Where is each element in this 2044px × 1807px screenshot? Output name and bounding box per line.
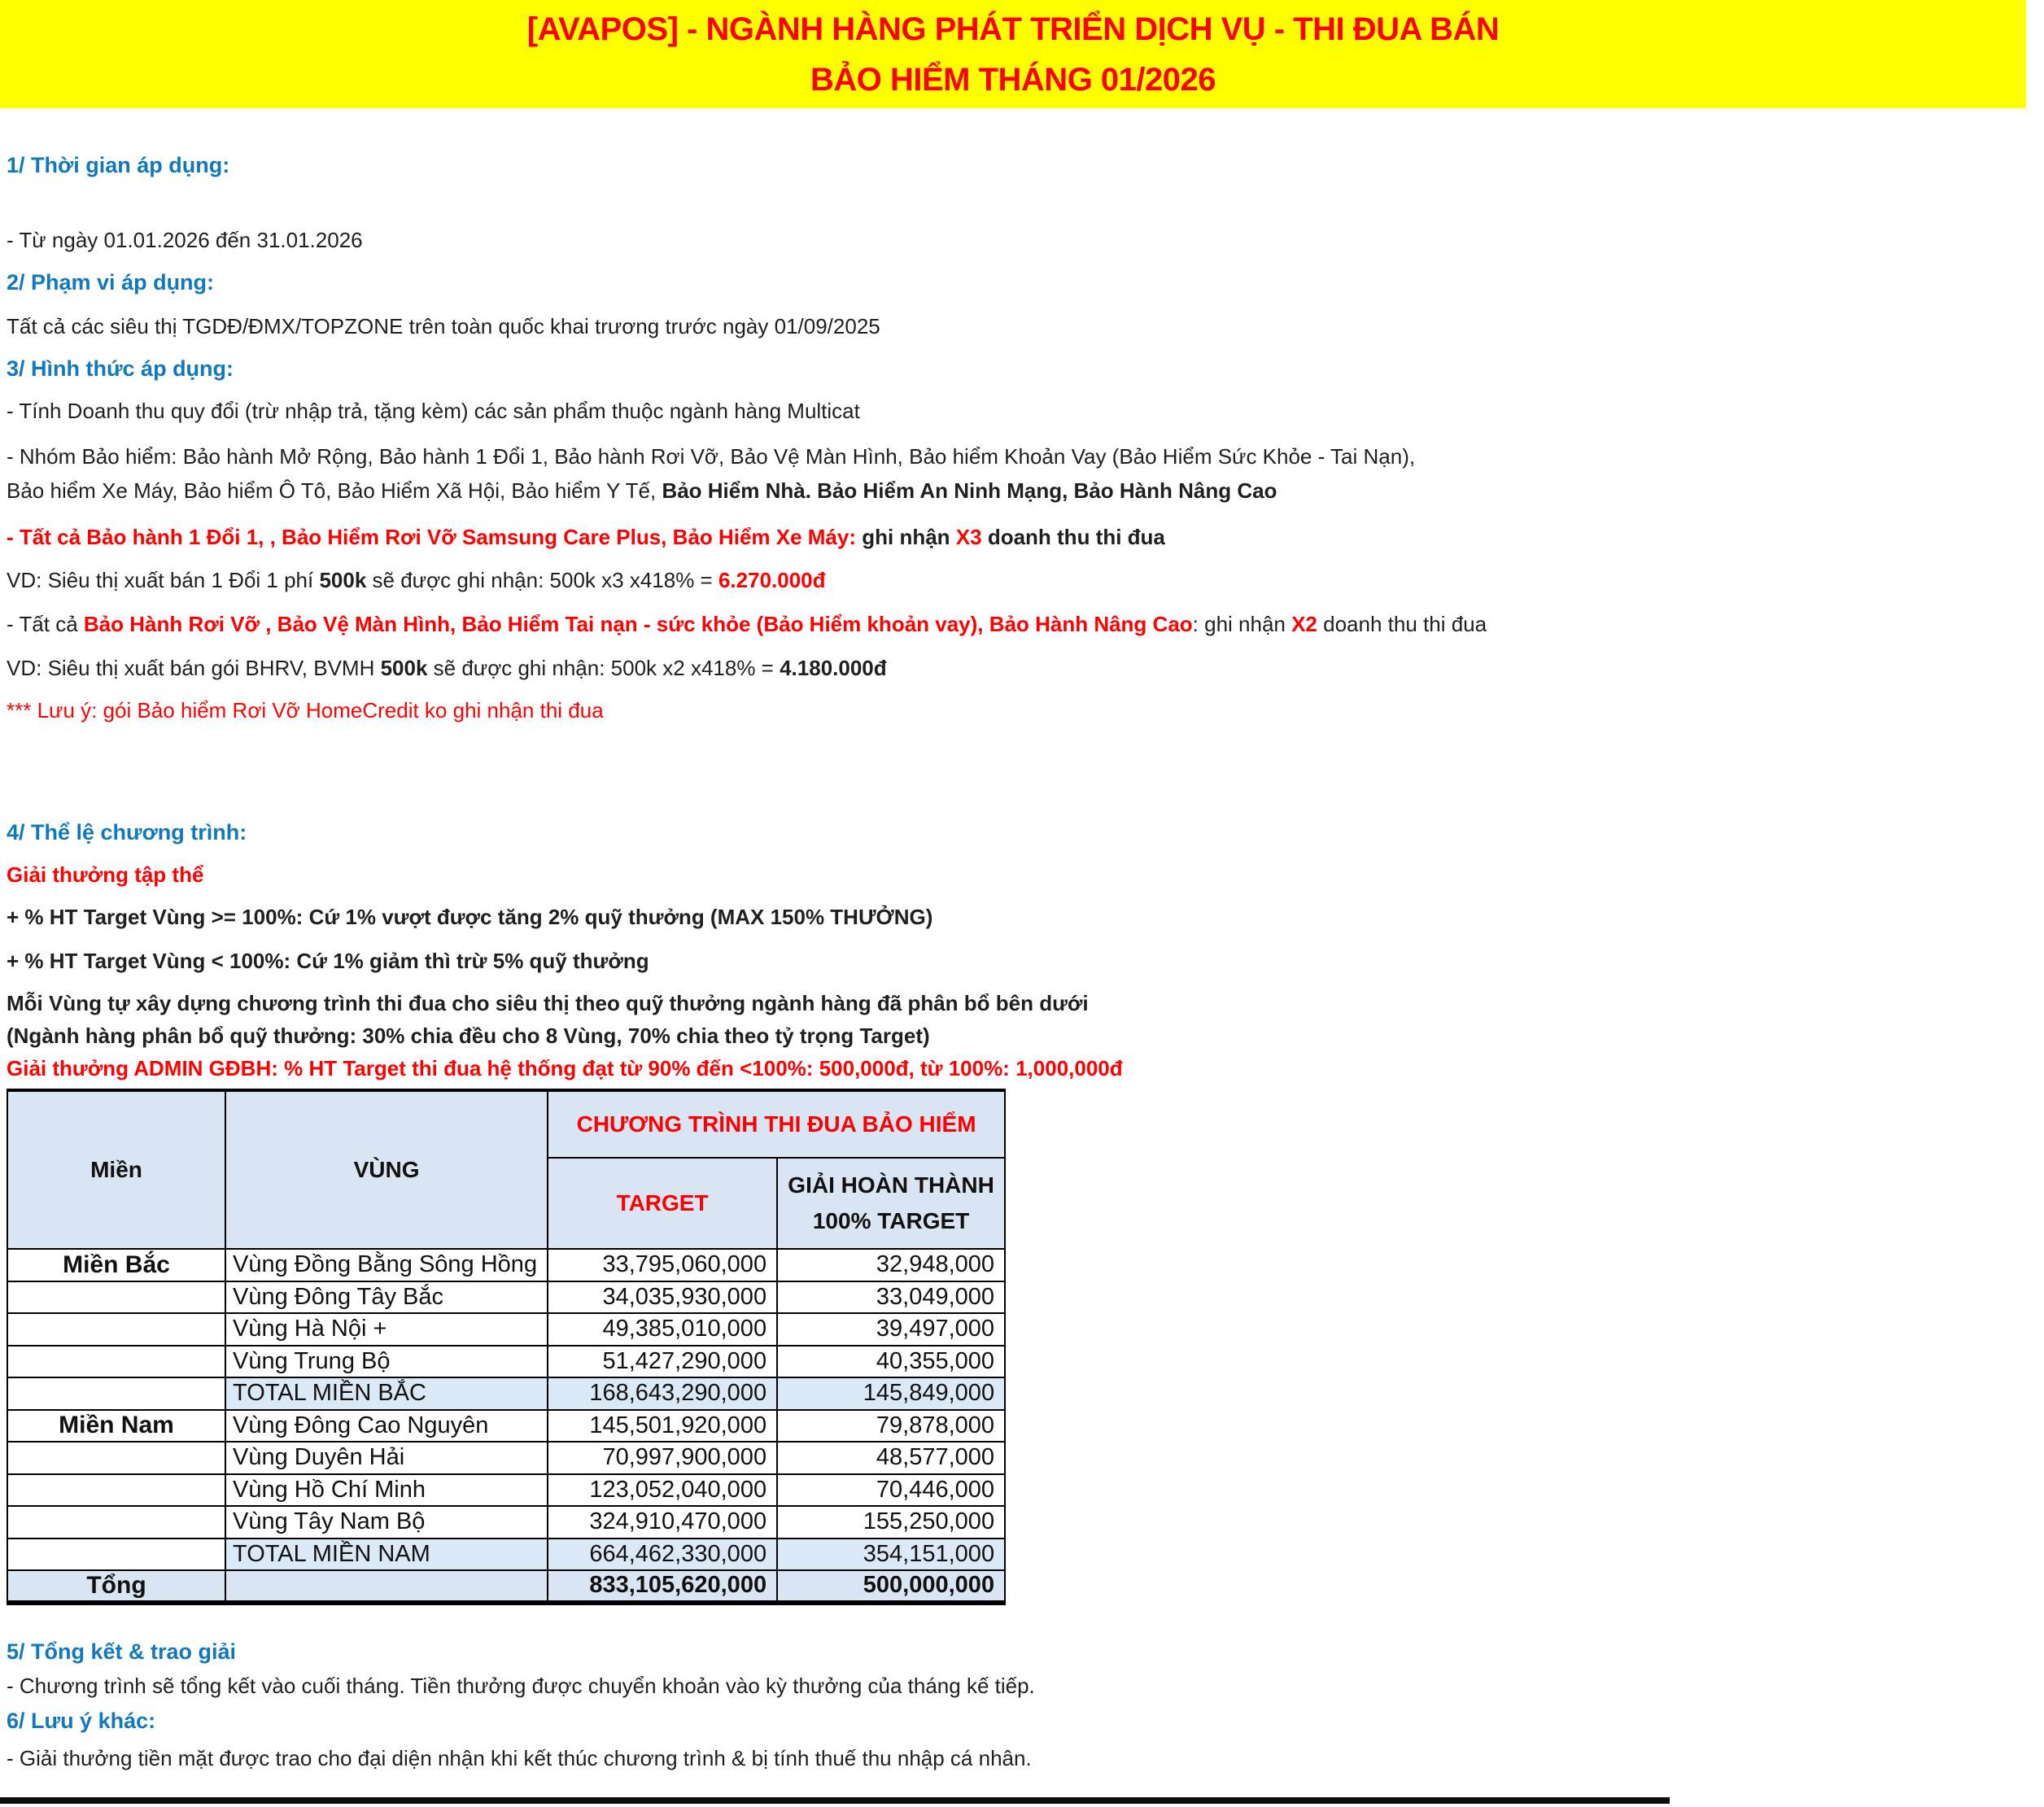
section-1-body: - Từ ngày 01.01.2026 đến 31.01.2026 bbox=[7, 228, 363, 252]
x3-mid: ghi nhận bbox=[856, 525, 956, 549]
cell-target: 833,105,620,000 bbox=[548, 1570, 777, 1603]
bottom-divider-bar bbox=[0, 1797, 1670, 1804]
cell-prize: 48,577,000 bbox=[777, 1442, 1005, 1474]
header-prize-line1: GIẢI HOÀN THÀNH bbox=[788, 1172, 994, 1198]
cell-target: 664,462,330,000 bbox=[548, 1539, 777, 1571]
vd2-pre: VD: Siêu thị xuất bán gói BHRV, BVMH bbox=[7, 656, 381, 680]
vd1-pre: VD: Siêu thị xuất bán 1 Đổi 1 phí bbox=[7, 568, 320, 592]
table-row bbox=[7, 1346, 1005, 1378]
table-row-grand-total bbox=[7, 1570, 1005, 1603]
cell-prize: 40,355,000 bbox=[777, 1346, 1005, 1378]
table-row-total-south bbox=[7, 1539, 1005, 1571]
table-row bbox=[7, 1410, 1005, 1443]
cell-region bbox=[7, 1539, 225, 1571]
cell-zone: Vùng Đông Tây Bắc bbox=[225, 1281, 548, 1314]
cell-target: 51,427,290,000 bbox=[548, 1346, 777, 1378]
cell-zone: Vùng Đông Cao Nguyên bbox=[225, 1410, 548, 1443]
cell-prize: 32,948,000 bbox=[777, 1249, 1005, 1281]
group-line2-regular: Bảo hiểm Xe Máy, Bảo hiểm Ô Tô, Bảo Hiểm Xã Hội, Bảo hiểm Y Tế, bbox=[7, 478, 662, 503]
x3-products: - Tất cả Bảo hành 1 Đổi 1, , Bảo Hiểm Rơi Vỡ Samsung Care Plus, Bảo Hiểm Xe Máy: bbox=[7, 525, 857, 549]
cell-zone: Vùng Hồ Chí Minh bbox=[225, 1474, 548, 1507]
cell-region bbox=[7, 1474, 225, 1507]
rule-over-target: + % HT Target Vùng >= 100%: Cứ 1% vượt được tăng 2% quỹ thưởng (MAX 150% THƯỞNG) bbox=[7, 905, 933, 929]
section-2-heading: 2/ Phạm vi áp dụng: bbox=[7, 270, 215, 295]
cell-zone: Vùng Duyên Hải bbox=[225, 1442, 548, 1474]
table-header-row-top bbox=[7, 1090, 1005, 1158]
cell-target: 49,385,010,000 bbox=[548, 1313, 777, 1346]
section-5-heading: 5/ Tổng kết & trao giải bbox=[7, 1639, 237, 1664]
section-1-heading: 1/ Thời gian áp dụng: bbox=[7, 153, 230, 177]
section-5-body: - Chương trình sẽ tổng kết vào cuối tháng. Tiền thưởng được chuyển khoản vào kỳ thưởng của tháng kế tiếp. bbox=[7, 1674, 1035, 1698]
x2-tail: doanh thu thi đua bbox=[1317, 612, 1487, 636]
vd1-price: 500k bbox=[319, 568, 367, 592]
table-row bbox=[7, 1313, 1005, 1346]
cell-zone: Vùng Đồng Bằng Sông Hồng bbox=[225, 1249, 548, 1281]
x2-pre: - Tất cả bbox=[7, 612, 84, 636]
example-x2-line bbox=[7, 656, 887, 681]
example-x3-line bbox=[7, 568, 826, 593]
vd1-mid: sẽ được ghi nhận: 500k x3 x418% = bbox=[366, 568, 718, 592]
cell-zone bbox=[225, 1570, 548, 1603]
vd2-mid: sẽ được ghi nhận: 500k x2 x418% = bbox=[427, 656, 780, 680]
admin-prize-line: Giải thưởng ADMIN GĐBH: % HT Target thi đua hệ thống đạt từ 90% đến <100%: 500,000đ, từ 100%: 1,000,000đ bbox=[7, 1056, 1123, 1080]
table-row bbox=[7, 1506, 1005, 1539]
cell-zone: TOTAL MIỀN NAM bbox=[225, 1539, 548, 1571]
vd1-result: 6.270.000đ bbox=[718, 568, 826, 592]
cell-prize: 33,049,000 bbox=[777, 1281, 1005, 1314]
cell-zone: TOTAL MIỀN BẮC bbox=[225, 1377, 548, 1410]
cell-target: 33,795,060,000 bbox=[548, 1249, 777, 1281]
cell-target: 324,910,470,000 bbox=[548, 1506, 777, 1539]
cell-region bbox=[7, 1281, 225, 1314]
homecredit-note: *** Lưu ý: gói Bảo hiểm Rơi Vỡ HomeCredit ko ghi nhận thi đua bbox=[7, 698, 604, 722]
collective-prize-label: Giải thưởng tập thể bbox=[7, 862, 204, 887]
vd2-price: 500k bbox=[380, 656, 428, 680]
header-prize bbox=[777, 1158, 1005, 1249]
group-line2-bold: Bảo Hiểm Nhà. Bảo Hiểm An Ninh Mạng, Bảo Hành Nâng Cao bbox=[662, 478, 1278, 503]
header-program: CHƯƠNG TRÌNH THI ĐUA BẢO HIỂM bbox=[548, 1090, 1005, 1158]
section-4-heading: 4/ Thể lệ chương trình: bbox=[7, 820, 247, 845]
cell-region bbox=[7, 1313, 225, 1346]
header-target: TARGET bbox=[548, 1158, 777, 1249]
cell-zone: Vùng Trung Bộ bbox=[225, 1346, 548, 1378]
header-prize-line2: 100% TARGET bbox=[812, 1208, 970, 1233]
section-3-heading: 3/ Hình thức áp dụng: bbox=[7, 356, 234, 381]
cell-prize: 354,151,000 bbox=[777, 1539, 1005, 1571]
cell-region bbox=[7, 1346, 225, 1378]
x3-multiplier: X3 bbox=[955, 525, 982, 549]
title-banner bbox=[0, 0, 2026, 108]
table-row bbox=[7, 1281, 1005, 1314]
vd2-result: 4.180.000đ bbox=[780, 656, 887, 680]
cell-region: Tổng bbox=[7, 1570, 225, 1603]
insurance-group-line1: - Nhóm Bảo hiểm: Bảo hành Mở Rộng, Bảo hành 1 Đổi 1, Bảo hành Rơi Vỡ, Bảo Vệ Màn Hình, Bảo hiểm Khoản Vay (Bảo Hiểm Sức Khỏe - Tai Nạn), bbox=[7, 444, 1416, 469]
cell-region bbox=[7, 1442, 225, 1474]
multicat-line: - Tính Doanh thu quy đổi (trừ nhập trả, tặng kèm) các sản phẩm thuộc ngành hàng Multicat bbox=[7, 399, 860, 423]
cell-target: 168,643,290,000 bbox=[548, 1377, 777, 1410]
cell-region: Miền Nam bbox=[7, 1410, 225, 1443]
cell-region bbox=[7, 1506, 225, 1539]
table-row bbox=[7, 1474, 1005, 1507]
cell-target: 123,052,040,000 bbox=[548, 1474, 777, 1507]
table-row-total-north bbox=[7, 1377, 1005, 1410]
section-6-heading: 6/ Lưu ý khác: bbox=[7, 1709, 156, 1733]
cell-region bbox=[7, 1377, 225, 1410]
banner-title-line2: BẢO HIỂM THÁNG 01/2026 bbox=[810, 62, 1216, 98]
target-table bbox=[7, 1089, 1006, 1605]
cell-target: 34,035,930,000 bbox=[548, 1281, 777, 1314]
x3-rule-line bbox=[7, 525, 1165, 550]
banner-title-line1: [AVAPOS] - NGÀNH HÀNG PHÁT TRIỂN DỊCH VỤ - THI ĐUA BÁN bbox=[526, 11, 1500, 47]
insurance-group-line2 bbox=[7, 478, 1277, 504]
cell-prize: 79,878,000 bbox=[777, 1410, 1005, 1443]
rule-fund-allocation: (Ngành hàng phân bổ quỹ thưởng: 30% chia đều cho 8 Vùng, 70% chia theo tỷ trọng Target) bbox=[7, 1024, 930, 1048]
cell-target: 145,501,920,000 bbox=[548, 1410, 777, 1443]
rule-under-target: + % HT Target Vùng < 100%: Cứ 1% giảm thì trừ 5% quỹ thưởng bbox=[7, 949, 649, 973]
header-zone: VÙNG bbox=[225, 1090, 548, 1249]
cell-zone: Vùng Hà Nội + bbox=[225, 1313, 548, 1346]
cell-prize: 155,250,000 bbox=[777, 1506, 1005, 1539]
cell-prize: 500,000,000 bbox=[777, 1570, 1005, 1603]
cell-prize: 39,497,000 bbox=[777, 1313, 1005, 1346]
table-row bbox=[7, 1442, 1005, 1474]
x3-tail: doanh thu thi đua bbox=[981, 525, 1165, 549]
section-6-body: - Giải thưởng tiền mặt được trao cho đại diện nhận khi kết thúc chương trình & bị tính thuế thu nhập cá nhân. bbox=[7, 1746, 1032, 1770]
cell-prize: 145,849,000 bbox=[777, 1377, 1005, 1410]
x2-multiplier: X2 bbox=[1291, 612, 1317, 636]
section-2-body: Tất cả các siêu thị TGDĐ/ĐMX/TOPZONE trên toàn quốc khai trương trước ngày 01/09/2025 bbox=[7, 314, 880, 338]
cell-region: Miền Bắc bbox=[7, 1249, 225, 1281]
table-row bbox=[7, 1249, 1005, 1281]
rule-region-program: Mỗi Vùng tự xây dựng chương trình thi đua cho siêu thị theo quỹ thưởng ngành hàng đã phân bổ bên dưới bbox=[7, 991, 1089, 1015]
x2-mid: : ghi nhận bbox=[1192, 612, 1292, 636]
cell-prize: 70,446,000 bbox=[777, 1474, 1005, 1507]
x2-products: Bảo Hành Rơi Vỡ , Bảo Vệ Màn Hình, Bảo Hiểm Tai nạn - sức khỏe (Bảo Hiểm khoản vay), Bảo Hành Nâng Cao bbox=[83, 612, 1193, 636]
cell-target: 70,997,900,000 bbox=[548, 1442, 777, 1474]
x2-rule-line bbox=[7, 612, 1487, 637]
cell-zone: Vùng Tây Nam Bộ bbox=[225, 1506, 548, 1539]
header-region: Miền bbox=[7, 1090, 225, 1249]
